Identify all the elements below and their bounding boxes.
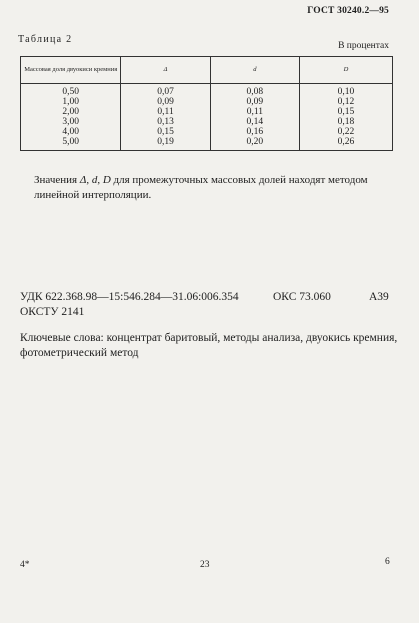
- column-header-silica: Массовая доля двуокиси кремния: [21, 57, 121, 84]
- table-cell: 4,00: [21, 127, 121, 137]
- table-row: [21, 107, 393, 117]
- note-text-end: для промежуточных массовых долей находят методом линейной интерполяции.: [34, 174, 368, 201]
- table-cell: 0,11: [121, 107, 210, 117]
- table-units: В процентах: [338, 41, 389, 51]
- table-cell: 3,00: [21, 117, 121, 127]
- table-row: [21, 97, 393, 107]
- table-cell: 0,18: [299, 117, 392, 127]
- table-title: Таблица 2: [18, 34, 73, 45]
- table-cell: 0,09: [121, 97, 210, 107]
- page-number: 23: [200, 560, 210, 570]
- table-cell: 0,26: [299, 137, 392, 151]
- table-cell: 0,22: [299, 127, 392, 137]
- table-row: [21, 137, 393, 151]
- table-cell: 0,14: [210, 117, 299, 127]
- note-symbol-D: D: [102, 174, 111, 186]
- column-header-delta: Δ: [121, 57, 210, 84]
- table-row: [21, 127, 393, 137]
- table-cell: 0,15: [121, 127, 210, 137]
- note-symbol-delta: Δ: [79, 174, 87, 186]
- table-cell: 0,15: [299, 107, 392, 117]
- footer-right-mark: 6: [385, 557, 390, 567]
- okstu-code: ОКСТУ 2141: [20, 306, 85, 318]
- standard-number: ГОСТ 30240.2—95: [307, 6, 389, 16]
- table-cell: 0,13: [121, 117, 210, 127]
- note-separator: ,: [97, 174, 103, 186]
- table-cell: 0,16: [210, 127, 299, 137]
- keywords: Ключевые слова: концентрат баритовый, методы анализа, двуокись кремния, фотометрический метод: [20, 332, 398, 359]
- table-cell: 0,07: [121, 84, 210, 98]
- note-text-start: Значения: [34, 174, 80, 186]
- table-cell: 0,08: [210, 84, 299, 98]
- table-row: [21, 84, 393, 98]
- table-cell: 0,19: [121, 137, 210, 151]
- note-separator: ,: [86, 174, 92, 186]
- column-header-d: d: [210, 57, 299, 84]
- table-cell: 1,00: [21, 97, 121, 107]
- table-cell: 0,50: [21, 84, 121, 98]
- table-row: [21, 117, 393, 127]
- table-cell: 0,20: [210, 137, 299, 151]
- interpolation-note: [34, 173, 399, 203]
- table-cell: 0,11: [210, 107, 299, 117]
- table-cell: 2,00: [21, 107, 121, 117]
- footer-left-mark: 4*: [20, 560, 30, 570]
- note-symbol-d: d: [91, 174, 98, 186]
- table-cell: 0,09: [210, 97, 299, 107]
- table-cell: 0,12: [299, 97, 392, 107]
- table-cell: 0,10: [299, 84, 392, 98]
- udc-code: УДК 622.368.98—15:546.284—31.06:006.354: [20, 291, 239, 303]
- group-code: А39: [369, 291, 389, 303]
- oks-code: ОКС 73.060: [273, 291, 331, 303]
- table-cell: 5,00: [21, 137, 121, 151]
- data-table: [20, 56, 393, 151]
- table-header-row: [21, 57, 393, 84]
- column-header-D: D: [299, 57, 392, 84]
